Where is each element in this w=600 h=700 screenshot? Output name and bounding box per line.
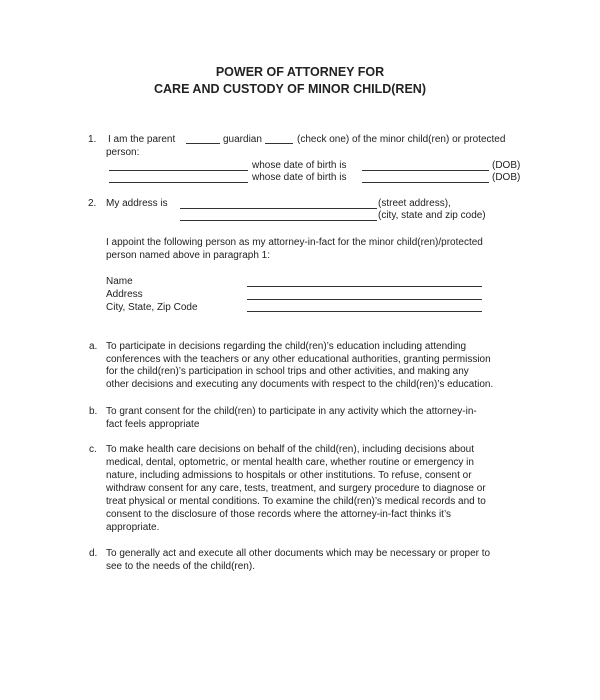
field-label-address: Address: [106, 289, 143, 300]
item-1-guardian: guardian: [223, 134, 262, 145]
power-label: c.: [89, 444, 97, 455]
power-text-line: consent to the disclosure of those records where the attorney-in-fact thinks it’s: [106, 509, 451, 520]
attorney-name-blank[interactable]: [247, 286, 482, 287]
power-text-line: other decisions and executing any documents with respect to the child(ren)’s education.: [106, 379, 494, 390]
title-line-1: POWER OF ATTORNEY FOR: [215, 65, 385, 79]
power-text-line: conferences with the teachers or any other educational authorities, granting permission: [106, 354, 491, 365]
power-label: b.: [89, 406, 98, 417]
dob-blank-2[interactable]: [362, 182, 489, 183]
power-label: a.: [89, 341, 98, 352]
field-label-name: Name: [106, 276, 133, 287]
city-state-zip-suffix: (city, state and zip code): [378, 210, 486, 221]
street-address-suffix: (street address),: [378, 198, 451, 209]
street-address-blank[interactable]: [180, 208, 377, 209]
dob-label-2: whose date of birth is: [252, 172, 347, 183]
dob-label-1: whose date of birth is: [252, 160, 347, 171]
power-text-line: To generally act and execute all other documents which may be necessary or proper to: [106, 548, 491, 559]
city-state-zip-blank[interactable]: [180, 220, 377, 221]
child-name-blank-1[interactable]: [109, 170, 248, 171]
parent-check-blank[interactable]: [186, 143, 220, 144]
dob-suffix-1: (DOB): [492, 160, 521, 171]
power-text-line: To participate in decisions regarding the child(ren)’s education including attending: [106, 341, 467, 352]
child-name-blank-2[interactable]: [109, 182, 248, 183]
item-1-text-cont: (check one) of the minor child(ren) or protected: [297, 134, 506, 145]
power-label: d.: [89, 548, 98, 559]
power-text-line: To grant consent for the child(ren) to participate in any activity which the attorney-in-: [106, 406, 477, 417]
item-1-text: I am the parent: [108, 134, 176, 145]
power-text-line: see to the needs of the child(ren).: [106, 561, 255, 572]
item-2-label: My address is: [106, 198, 168, 209]
appoint-line-1: I appoint the following person as my attorney-in-fact for the minor child(ren)/protected: [106, 237, 483, 248]
power-text-line: withdraw consent for any care, tests, treatment, and surgery procedure to diagnose or: [106, 483, 486, 494]
item-1-number: 1.: [88, 134, 97, 145]
power-text-line: medical, dental, optometric, or mental health care, whether routine or emergency in: [106, 457, 474, 468]
power-text-line: To make health care decisions on behalf of the child(ren), including decisions about: [106, 444, 474, 455]
dob-blank-1[interactable]: [362, 170, 489, 171]
attorney-address-blank[interactable]: [247, 299, 482, 300]
item-1-line-2: person:: [106, 147, 140, 158]
power-text-line: nature, including admissions to hospitals or other institutions. To refuse, consent or: [106, 470, 472, 481]
power-text-line: appropriate.: [106, 522, 160, 533]
item-2-number: 2.: [88, 198, 97, 209]
title-line-2: CARE AND CUSTODY OF MINOR CHILD(REN): [154, 82, 426, 96]
power-text-line: for the child(ren)’s participation in school trips and other activities, and making any: [106, 366, 469, 377]
power-text-line: fact feels appropriate: [106, 419, 200, 430]
power-text-line: treat physical or mental conditions. To examine the child(ren)’s medical records and to: [106, 496, 486, 507]
field-label-city: City, State, Zip Code: [106, 302, 198, 313]
appoint-line-2: person named above in paragraph 1:: [106, 250, 271, 261]
guardian-check-blank[interactable]: [265, 143, 293, 144]
dob-suffix-2: (DOB): [492, 172, 521, 183]
attorney-city-blank[interactable]: [247, 311, 482, 312]
